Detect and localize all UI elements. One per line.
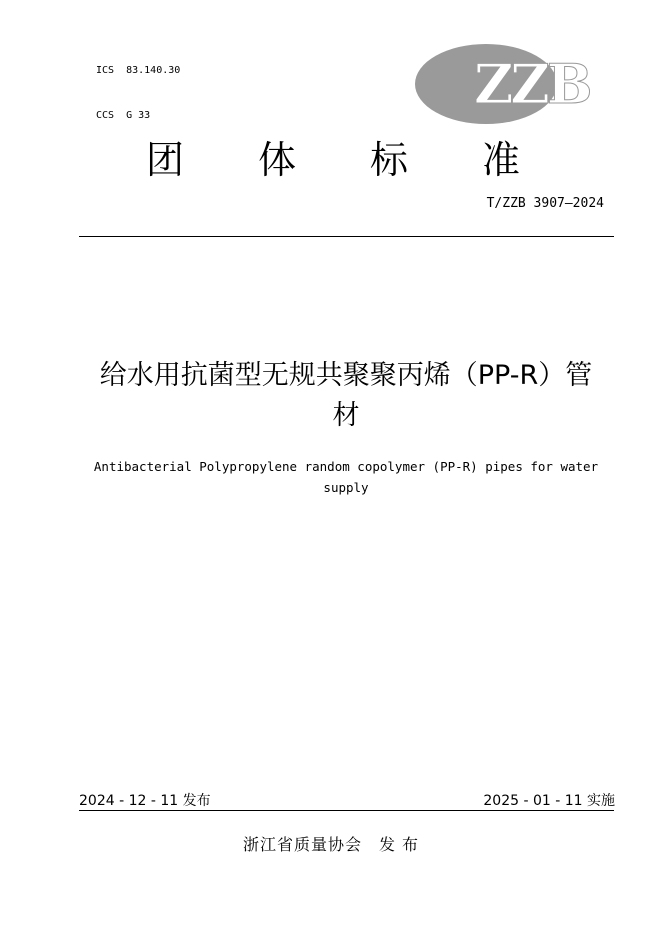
standard-type-char-1: 团 bbox=[146, 138, 185, 182]
standard-type-char-3: 标 bbox=[370, 138, 409, 182]
standard-type-heading bbox=[0, 134, 662, 194]
bottom-divider bbox=[79, 810, 614, 811]
title-english-line-2: supply bbox=[323, 480, 369, 495]
standard-type-char-2: 体 bbox=[258, 138, 297, 182]
title-chinese-line-1: 给水用抗菌型无规共聚聚丙烯（PP-R）管 bbox=[99, 360, 593, 391]
title-chinese bbox=[70, 356, 622, 436]
title-english bbox=[70, 456, 622, 498]
logo-text: ZZB bbox=[474, 52, 590, 116]
title-chinese-line-2: 材 bbox=[332, 400, 360, 431]
classification-codes bbox=[96, 33, 180, 138]
ics-code: ICS 83.140.30 bbox=[96, 65, 181, 76]
implement-date: 2025 - 01 - 11 实施 bbox=[483, 793, 615, 809]
standard-type-char-4: 准 bbox=[482, 138, 521, 182]
standard-number: T/ZZB 3907—2024 bbox=[486, 196, 604, 211]
ccs-code: CCS G 33 bbox=[96, 110, 151, 121]
zzb-logo bbox=[414, 42, 602, 126]
title-english-line-1: Antibacterial Polypropylene random copolymer (PP-R) pipes for water bbox=[93, 459, 599, 474]
publish-date: 2024 - 12 - 11 发布 bbox=[79, 793, 211, 809]
top-divider bbox=[79, 236, 614, 237]
issuer: 浙江省质量协会 发 布 bbox=[242, 835, 420, 854]
